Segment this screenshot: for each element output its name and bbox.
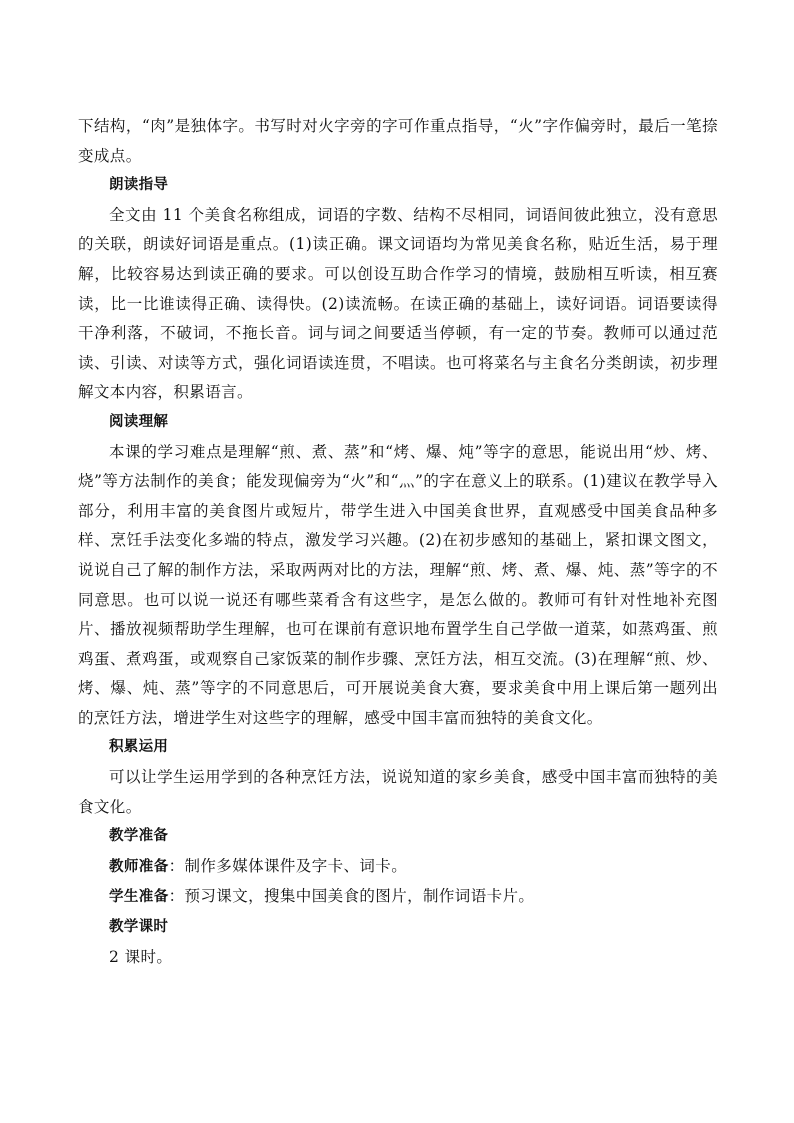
intro-paragraph: 下结构，“肉”是独体字。书写时对火字旁的字可作重点指导，“火”字作偏旁时，最后一笔捺变成点。 (78, 117, 718, 165)
student-preparation-text: ：预习课文，搜集中国美食的图片，制作词语卡片。 (168, 887, 535, 906)
document-page (78, 112, 718, 972)
student-preparation-label: 学生准备 (109, 889, 169, 906)
teacher-preparation-label: 教师准备 (109, 858, 169, 875)
teacher-preparation-text: ：制作多媒体课件及字卡、词卡。 (168, 856, 408, 875)
section-heading-preparation: 教学准备 (109, 828, 169, 845)
section-paragraph-reading-guidance: 全文由 11 个美食名称组成，词语的字数、结构不尽相同，词语间彼此独立，没有意思的关联，朗读好词语是重点。(1)读正确。课文词语均为常见美食名称，贴近生活，易于理解，比较容易达到读正确的要求。可以创设互助合作学习的情境，鼓励相互听读，相互赛读，比一比谁读得正确、读得快。(2)读流畅。在读正确的基础上，读好词语。词语要读得干净利落，不破词，不拖长音。词与词之间要适当停顿，有一定的节奏。教师可以通过范读、引读、对读等方式，强化词语读连贯，不唱读。也可将菜名与主食名分类朗读，初步理解文本内容，积累语言。 (78, 205, 718, 402)
section-paragraph-accumulation: 可以让学生运用学到的各种烹饪方法，说说知道的家乡美食，感受中国丰富而独特的美食文化。 (78, 768, 718, 816)
teacher-preparation-line (78, 852, 718, 883)
section-paragraph-reading-comprehension: 本课的学习难点是理解“煎、煮、蒸”和“烤、爆、炖”等字的意思，能说出用“炒、烤、烧”等方法制作的美食；能发现偏旁为“火”和“灬”的字在意义上的联系。(1)建议在教学导入部分，利用丰富的美食图片或短片，带学生进入中国美食世界，直观感受中国美食品种多样、烹饪手法变化多端的特点，激发学习兴趣。(2)在初步感知的基础上，紧扣课文图文，说说自己了解的制作方法，采取两两对比的方法，理解“煎、烤、煮、爆、炖、蒸”等字的不同意思。也可以说一说还有哪些菜肴含有这些字，是怎么做的。教师可有针对性地补充图片、播放视频帮助学生理解，也可在课前有意识地布置学生自己学做一道菜，如蒸鸡蛋、煎鸡蛋、煮鸡蛋，或观察自己家饭菜的制作步骤、烹饪方法，相互交流。(3)在理解“煎、炒、烤、爆、炖、蒸”等字的不同意思后，可开展说美食大赛，要求美食中用上课后第一题列出的烹饪方法，增进学生对这些字的理解，感受中国丰富而独特的美食文化。 (78, 442, 718, 727)
section-heading-reading-comprehension: 阅读理解 (109, 413, 169, 430)
section-heading-accumulation: 积累运用 (109, 739, 169, 756)
section-heading-class-hours: 教学课时 (109, 919, 169, 936)
class-hours-text: 2 课时。 (109, 947, 173, 966)
section-heading-reading-guidance: 朗读指导 (109, 177, 169, 194)
student-preparation-line (78, 882, 718, 913)
